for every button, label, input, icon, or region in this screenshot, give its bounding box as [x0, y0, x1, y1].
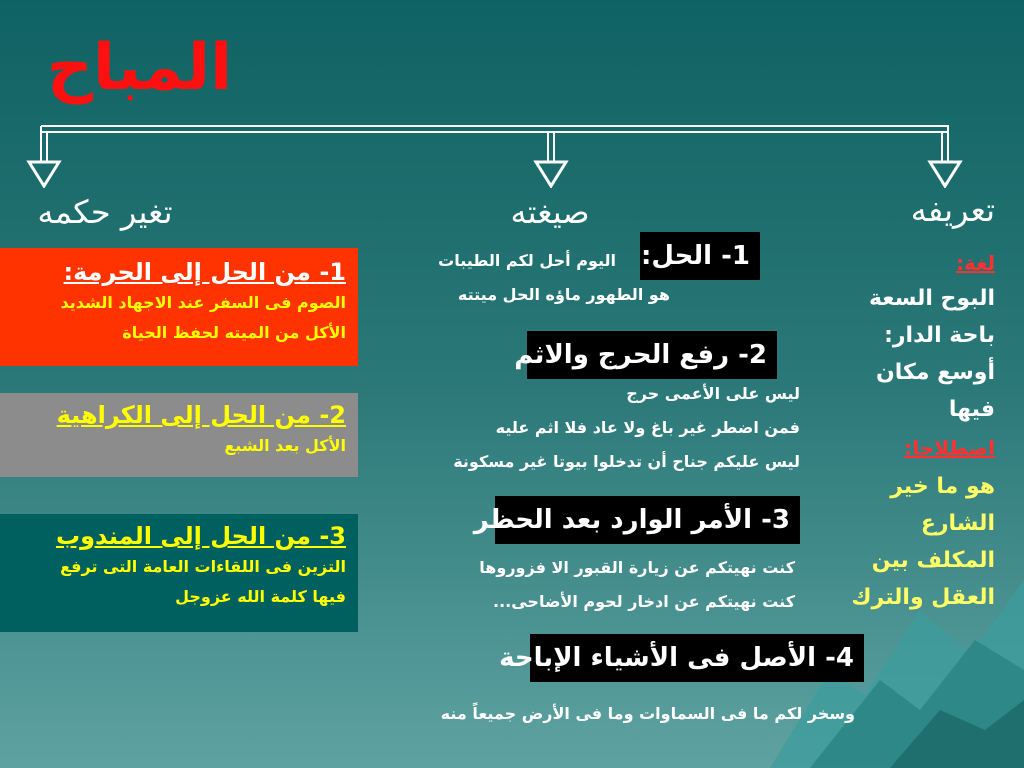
change-line: التزين فى اللقاءات العامة التى ترفع: [60, 557, 346, 576]
change-panel-3: [0, 514, 358, 632]
page-title: المباح: [46, 31, 232, 105]
change-panel-2: [0, 393, 358, 477]
technical-line: العقل والترك: [851, 585, 995, 610]
change-line: فيها كلمة الله عزوجل: [175, 587, 346, 606]
column-header-definition: تعريفه: [910, 191, 995, 229]
change-line: الأكل بعد الشبع: [224, 436, 346, 455]
connector-arrows: [25, 122, 965, 188]
lexical-label: لغة:: [956, 251, 995, 275]
change-heading: 3- من الحل إلى المندوب: [55, 522, 346, 550]
form-example: ليس عليكم جناح أن تدخلوا بيوتا غير مسكونة: [453, 452, 800, 471]
lexical-line: أوسع مكان: [876, 360, 995, 385]
form-example: اليوم أحل لكم الطيبات: [438, 251, 616, 270]
change-line: الصوم فى السفر عند الاجهاد الشديد: [60, 293, 346, 312]
column-header-change: تغير حكمه: [37, 193, 173, 231]
lexical-line: باحة الدار:: [884, 323, 995, 348]
lexical-line: البوح السعة: [868, 286, 995, 311]
form-label-2: 2- رفع الحرج والاثم: [527, 331, 777, 379]
form-example: وسخر لكم ما فى السماوات وما فى الأرض جميعاً منه: [440, 704, 855, 723]
technical-line: هو ما خير: [890, 474, 995, 499]
form-example: كنت نهيتكم عن زيارة القبور الا فزوروها: [479, 558, 795, 577]
technical-label: اصطلاحا:: [904, 436, 995, 460]
change-heading: 2- من الحل إلى الكراهية: [56, 401, 346, 429]
form-label-1: 1- الحل:: [640, 232, 760, 280]
form-example: فمن اضطر غير باغ ولا عاد فلا اثم عليه: [495, 418, 800, 437]
change-panel-1: [0, 248, 358, 366]
form-example: كنت نهيتكم عن ادخار لحوم الأضاحى...: [493, 592, 795, 611]
column-header-forms: صيغته: [510, 193, 590, 231]
definition-column: [851, 246, 995, 616]
form-label-3: 3- الأمر الوارد بعد الحظر: [495, 496, 800, 544]
form-label-4: 4- الأصل فى الأشياء الإباحة: [530, 634, 864, 682]
change-heading: 1- من الحل إلى الحرمة:: [63, 258, 346, 286]
form-example: هو الطهور ماؤه الحل ميتته: [457, 285, 670, 304]
lexical-line: فيها: [948, 397, 995, 422]
form-example: ليس على الأعمى حرج: [626, 384, 800, 403]
technical-line: المكلف بين: [871, 548, 995, 573]
technical-line: الشارع: [920, 511, 995, 536]
change-line: الأكل من الميته لحفظ الحياة: [122, 323, 346, 342]
